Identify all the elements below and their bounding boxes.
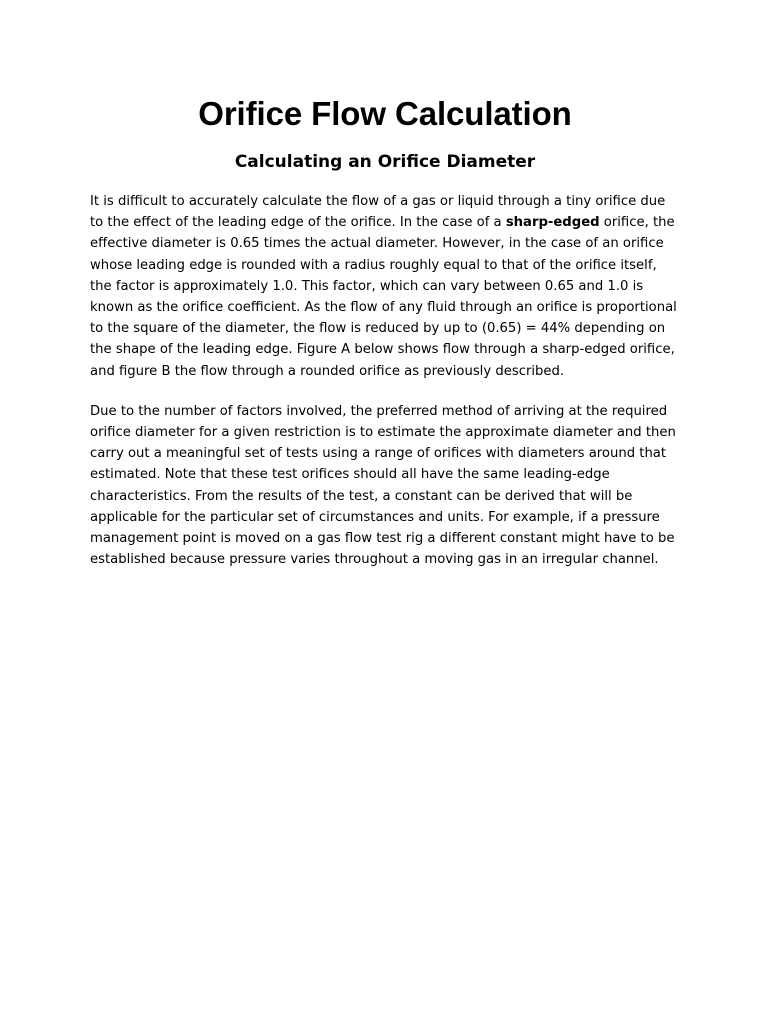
page-title: Orifice Flow Calculation (198, 95, 572, 132)
paragraph-1-bold-term: sharp-edged (505, 215, 600, 231)
paragraph-1-text-start: It is difficult to accurately calculate the flow of a gas or liquid through a tiny orifice due to the effect of the leading edge of the orifice. In the case of a (90, 194, 666, 231)
section-heading: Calculating an Orifice Diameter (234, 152, 536, 172)
paragraph-1-text-end: orifice, the effective diameter is 0.65 times the actual diameter. However, in the case of an orifice whose leading edge is rounded with a radius roughly equal to that of the orifice itself, the factor is approximately 1.0. This factor, which can vary between 0.65 and 1.0 is known as the orifice coefficient. As the flow of any fluid through an orifice is proportional to the square of the diameter, the flow is reduced by up to (0.65) = 44% depending on the shape of the leading edge. Figure A below shows flow through a sharp-edged orifice, and figure B the flow through a rounded orifice as previously described. (90, 215, 677, 379)
body-paragraph-1 (90, 191, 680, 382)
body-paragraph-2: Due to the number of factors involved, the preferred method of arriving at the required orifice diameter for a given restriction is to estimate the approximate diameter and then carry out a meaningful set of tests using a range of orifices with diameters around that estimated. Note that these test orifices should all have the same leading-edge characteristics. From the results of the test, a constant can be derived that will be applicable for the particular set of circumstances and units. For example, if a pressure management point is moved on a gas flow test rig a different constant might have to be established because pressure varies throughout a moving gas in an irregular channel. (90, 403, 676, 568)
document-page (90, 92, 680, 570)
